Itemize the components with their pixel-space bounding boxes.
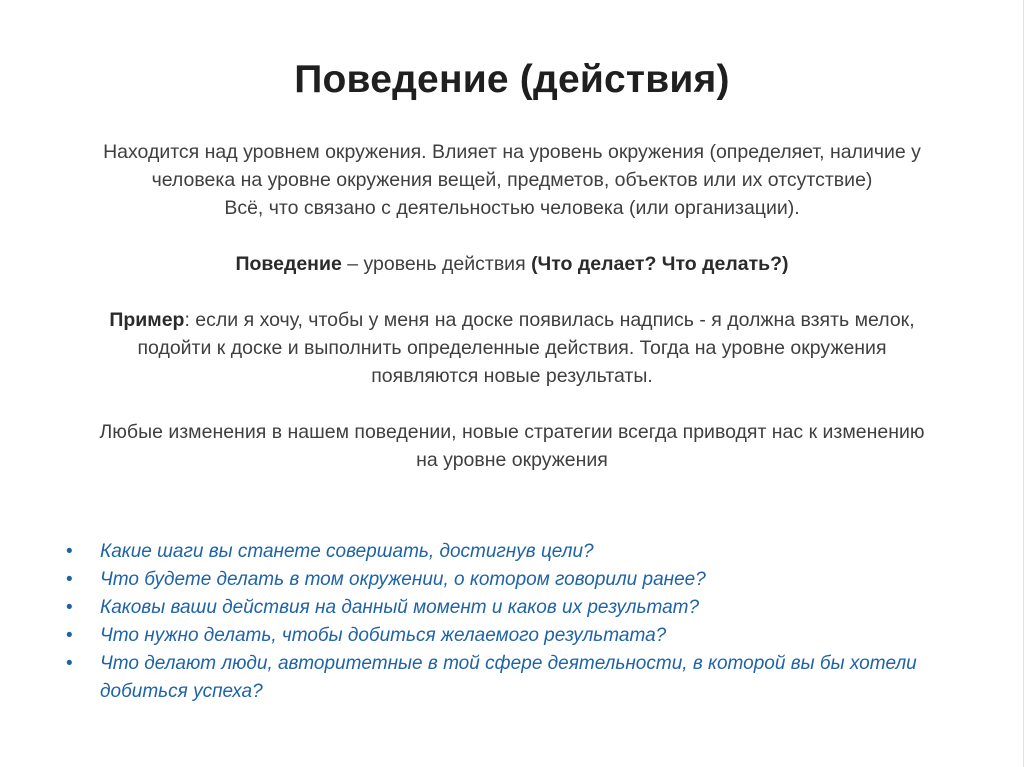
example-line-2: подойти к доске и выполнить определенные действия. Тогда на уровне окружения [137, 337, 887, 359]
list-item [66, 650, 946, 706]
list-item-text: Что нужно делать, чтобы добиться желаемого результата? [100, 625, 667, 646]
example-label: Пример [109, 309, 185, 331]
definition-paragraph [40, 250, 984, 278]
list-item-text: Каковы ваши действия на данный момент и каков их результат? [100, 597, 700, 618]
list-item [66, 538, 946, 566]
questions-list [66, 538, 946, 706]
example-paragraph [40, 306, 984, 390]
bullet-icon: • [66, 625, 73, 646]
intro-line-1: Находится над уровнем окружения. Влияет на уровень окружения (определяет, наличие у [103, 141, 921, 163]
list-item-text: Что будете делать в том окружении, о котором говорили ранее? [100, 569, 706, 590]
definition-text: – уровень действия [341, 253, 532, 275]
definition-term: Поведение [235, 253, 342, 275]
list-item [66, 594, 946, 622]
example-line-1: : если я хочу, чтобы у меня на доске появилась надпись - я должна взять мелок, [184, 309, 915, 331]
bullet-icon: • [66, 541, 73, 562]
list-item-text: Какие шаги вы станете совершать, достигнув цели? [100, 541, 594, 562]
example-line-3: появляются новые результаты. [371, 365, 653, 387]
conclusion-line-2: на уровне окружения [416, 449, 608, 471]
list-item [66, 622, 946, 650]
bullet-icon: • [66, 569, 73, 590]
conclusion-line-1: Любые изменения в нашем поведении, новые стратегии всегда приводят нас к изменению [99, 421, 925, 443]
bullet-icon: • [66, 597, 73, 618]
intro-paragraph [40, 138, 984, 222]
list-item-text: Что делают люди, авторитетные в той сфере деятельности, в которой вы бы хотели добиться успеха? [100, 653, 917, 702]
bullet-icon: • [66, 653, 73, 674]
intro-line-2: человека на уровне окружения вещей, предметов, объектов или их отсутствие) [151, 169, 873, 191]
list-item [66, 566, 946, 594]
conclusion-paragraph [40, 418, 984, 474]
slide-body [40, 138, 984, 474]
definition-questions: (Что делает? Что делать?) [531, 253, 789, 275]
slide-title: Поведение (действия) [294, 58, 730, 101]
intro-line-3: Всё, что связано с деятельностью человека (или организации). [224, 197, 800, 219]
